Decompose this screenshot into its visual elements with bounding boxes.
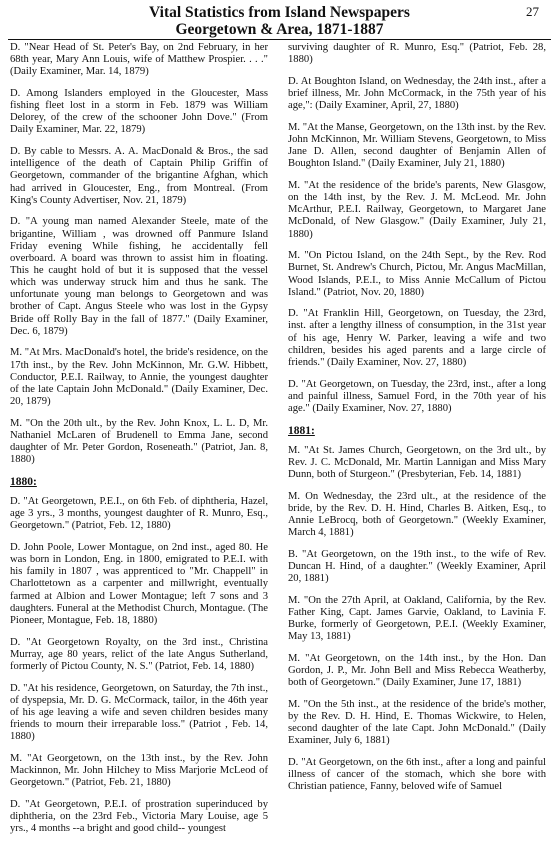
record-entry: B. "At Georgetown, on the 19th inst., to the wife of Rev. Duncan H. Hind, of a daughter." (Weekly Examiner, April 20, 1881) [288,548,546,585]
record-entry: D. "At Georgetown, on Tuesday, the 23rd, inst., after a long and painful illness, Samuel Ford, in the 70th year of his age." (Daily Examiner, Nov. 27, 1880) [288,378,546,414]
record-entry: M. "At St. James Church, Georgetown, on the 3rd ult., by Rev. J. C. McDonald, Mr. Martin Lannigan and Miss Mary Dunn, both of Sturgeon." (Presbyterian, Feb. 14, 1881) [288,444,546,481]
page-subtitle: Georgetown & Area, 1871-1887 [175,21,384,38]
record-entry: M. "On Pictou Island, on the 24th Sept., by the Rev. Rod Burnet, St. Andrew's Church, Pictou, Mr. Angus MacMillan, Wood Islands, P.E.I., to Miss Annie McCallum of Pictou Island." (Patriot, Nov. 20, 1880) [288,250,546,298]
year-heading: 1881: [288,424,315,437]
record-entry: M. "At Mrs. MacDonald's hotel, the bride's residence, on the 17th inst., by the Rev. John McKinnon, Mr. G.W. Hibbett, Conductor, P.E.I. Railway, to Annie, the youngest daughter of the late Captain John McDonald." (Daily Examiner, Dec. 20, 1879) [10,347,268,408]
record-entry: D. "Near Head of St. Peter's Bay, on 2nd February, in her 68th year, Mary Ann Louis, wife of Matthew Prospier. . . ." (Daily Examiner, Mar. 14, 1879) [10,42,268,78]
right-column [288,42,546,803]
page-title: Vital Statistics from Island Newspapers [149,4,410,21]
record-entry: M. "At the Manse, Georgetown, on the 13th inst. by the Rev. John McKinnon, Mr. William Stevens, Georgetown, to Miss Jane D. Allen, second daughter of Benjamin Allen of Boughton Island." (Daily Examiner, July 21, 1880) [288,121,546,170]
record-entry: D. Among Islanders employed in the Gloucester, Mass fishing fleet lost in a storm in Feb. 1879 was William Delorey, of the crew of the schooner John Dove." (From Daily Examiner, Mar. 22, 1879) [10,87,268,136]
record-entry: M. "On the 20th ult., by the Rev. John Knox, L. L. D, Mr. Nathaniel McLaren of Brudenell to Emma Jane, second daughter of Mr. Peter Gordon, Roseneath." (Patriot, Jan. 8, 1880) [10,417,268,466]
record-entry: M. On Wednesday, the 23rd ult., at the residence of the bride, by the Rev. D. H. Hind, Charles B. Aitken, Esq., to Annie LeBrocq, both of Georgetown." (Weekly Examiner, March 4, 1881) [288,490,546,539]
record-entry: D. "At Georgetown, P.E.I. of prostration superinduced by diphtheria, on the 23rd Feb., Victoria Mary Louise, age 5 yrs., 4 months --a bright and good child-- youngest [10,798,268,835]
year-heading: 1880: [10,475,37,488]
record-entry: D. "A young man named Alexander Steele, mate of the brigantine, William , was drowned off Panmure Island Friday evening While fishing, he accidentally fell overboard. A board was thrown to assist him in floating. This he caught hold of but it is supposed that the vessel which was underway struck him and thus he sank. The unfortunate young man belongs to Georgetown and was brother of Capt. Angus Steele who was lost in the Gypsy Bride off Rolly Bay in the fall of 1877." (Daily Examiner, Dec. 6, 1879) [10,216,268,337]
page-header [0,4,559,38]
record-entry: M. "At Georgetown, on the 13th inst., by the Rev. John Mackinnon, Mr. John Hilchey to Miss Marjorie McLeod of Georgetown." (Patriot, Feb. 21, 1880) [10,752,268,789]
record-entry: D. By cable to Messrs. A. A. MacDonald & Bros., the sad intelligence of the death of Captain Philip Griffin of Georgetown, commander of the brigantine Afghan, which had arrived in Gloucester, Eng., from Montreal. (From King's County Advertiser, Nov. 21, 1879) [10,146,268,206]
header-rule [8,39,551,40]
record-entry: D. "At Georgetown Royalty, on the 3rd inst., Christina Murray, age 80 years, relict of the late Angus Sutherland, formerly of Pictou County, N. S." (Patriot, Feb. 14, 1880) [10,636,268,672]
record-entry: surviving daughter of R. Munro, Esq." (Patriot, Feb. 28, 1880) [288,42,546,66]
record-entry: D. At Boughton Island, on Wednesday, the 24th inst., after a brief illness, Mr. John McCormack, in the 75th year of his age,": (Daily Examiner, April, 27, 1880) [288,75,546,112]
record-entry: M. "On the 27th April, at Oakland, California, by the Rev. Father King, Capt. James Garvie, Oakland, to Lavinia F. Burke, formerly of Georgetown, P.E.I. (Weekly Examiner, May 13, 1881) [288,594,546,643]
record-entry: D. "At Georgetown, P.E.I., on 6th Feb. of diphtheria, Hazel, age 3 yrs., 3 months, youngest daughter of R. Munro, Esq., Georgetown." (Patriot, Feb. 12, 1880) [10,496,268,532]
record-entry: M. "At Georgetown, on the 14th inst., by the Hon. Dan Gordon, J. P., Mr. John Bell and Miss Rebecca Weatherby, both of Georgetown." (Daily Examiner, June 17, 1881) [288,652,546,689]
record-entry: D. "At Georgetown, on the 6th inst., after a long and painful illness of cancer of the stomach, which she bore with Christian patience, Fanny, beloved wife of Samuel [288,757,546,793]
record-entry: D. "At Franklin Hill, Georgetown, on Tuesday, the 23rd, inst. after a lengthy illness of consumption, in the 31st year of his age, Henry W. Parker, leaving a wife and two children, besides his aged parents and a large circle of friends." (Daily Examiner, Nov. 27, 1880) [288,308,546,368]
record-entry: D. John Poole, Lower Montague, on 2nd inst., aged 80. He was born in London, Eng. in 1800, emigrated to P.E.I. with his family in 1807 , was apprenticed to "Mr. Chappell" in Charlottetown as a carpenter and millwright, eventually farmed at Albion and Lower Montague; left 7 sons and 3 daughters. Funeral at the Methodist Church, Montague. (The Pioneer, Montague, Feb. 18, 1880) [10,541,268,626]
record-entry: D. "At his residence, Georgetown, on Saturday, the 7th inst., of dyspepsia, Mr. D. G. McCormack, tailor, in the 46th year of his age leaving a wife and seven children besides many friends to mourn their irreparable loss." (Patriot , Feb. 14, 1880) [10,682,268,743]
page-number: 27 [526,4,539,19]
record-entry: M. "At the residence of the bride's parents, New Glasgow, on the 14th inst, by the Rev. J. M. McLeod. Mr. John McArthur, P.E.I. Railway, Georgetown, to Margaret Jane McDonald, of New Glasgow." (Daily Examiner, July 21, 1880) [288,179,546,240]
left-column [10,42,268,845]
record-entry: M. "On the 5th inst., at the residence of the bride's mother, by the Rev. D. H. Hind, E. Thomas Wickwire, to Helen, second daughter of the late Capt. John McDonald." (Daily Examiner, July 6, 1881) [288,698,546,747]
